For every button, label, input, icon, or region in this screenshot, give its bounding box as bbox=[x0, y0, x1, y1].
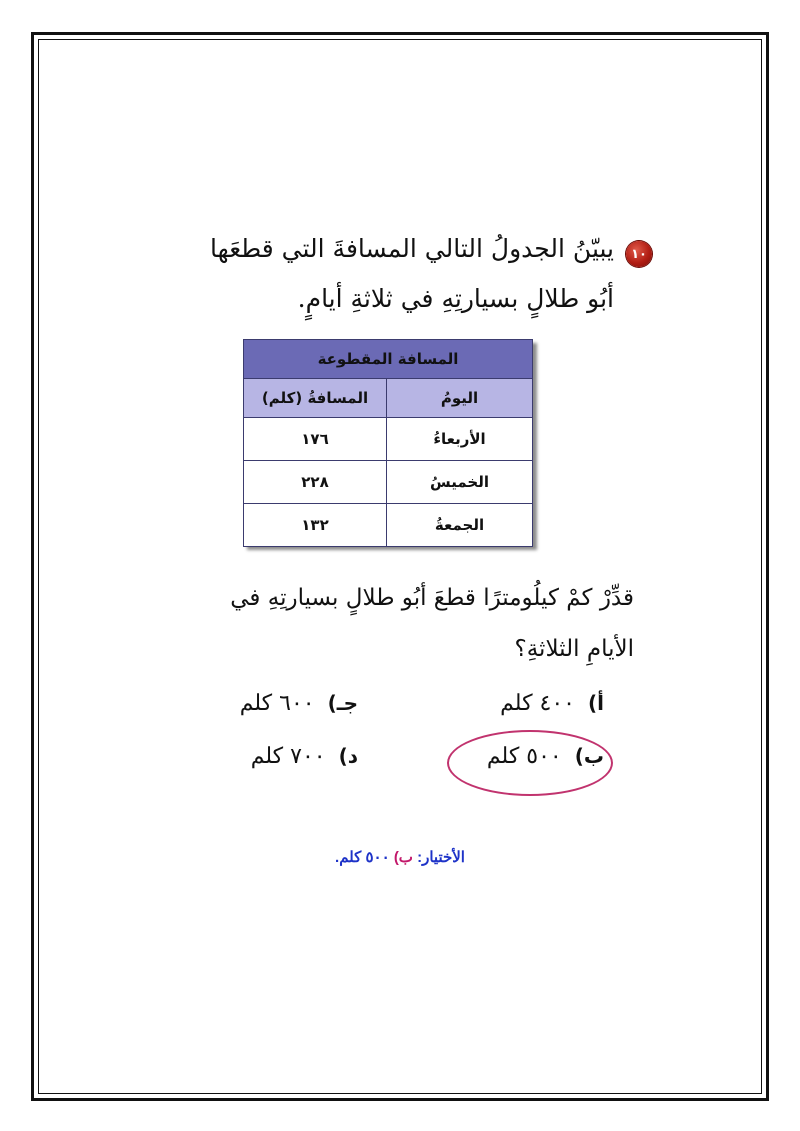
cell-distance: ١٧٦ bbox=[244, 418, 387, 461]
selected-answer-circle bbox=[447, 730, 613, 796]
question-text-line-2: أبُو طلالٍ بسيارتِهِ في ثلاثةِ أيامٍ. bbox=[297, 284, 614, 313]
table-row bbox=[244, 418, 533, 461]
option-c[interactable] bbox=[240, 691, 358, 716]
cell-distance: ١٣٢ bbox=[244, 504, 387, 547]
option-a-text: ٤٠٠ كلم bbox=[500, 691, 575, 716]
option-b-text: ٥٠٠ كلم bbox=[486, 744, 562, 769]
option-c-letter: جـ) bbox=[327, 691, 358, 715]
page-border-inner bbox=[38, 39, 762, 1094]
cell-day: الجمعةُ bbox=[387, 504, 533, 547]
option-a-letter: أ) bbox=[588, 691, 604, 715]
header-day: اليومُ bbox=[387, 379, 533, 418]
answer-value: ٥٠٠ كلم. bbox=[335, 849, 390, 866]
question-number: ١٠ bbox=[631, 246, 647, 262]
question-number-badge bbox=[626, 241, 652, 267]
question-text-line-1: يبيّنُ الجدولُ التالي المسافةَ التي قطعَها bbox=[210, 234, 614, 263]
option-a[interactable] bbox=[500, 691, 604, 716]
option-d[interactable] bbox=[251, 744, 358, 769]
table-title: المسافة المقطوعة bbox=[244, 340, 533, 379]
cell-distance: ٢٢٨ bbox=[244, 461, 387, 504]
prompt-text-line-2: الأيامِ الثلاثةِ؟ bbox=[514, 636, 634, 662]
table-row bbox=[244, 461, 533, 504]
option-d-text: ٧٠٠ كلم bbox=[250, 744, 326, 769]
header-distance: المسافةُ (كلم) bbox=[244, 379, 387, 418]
prompt-text-line-1: قدِّرْ كمْ كيلُومترًا قطعَ أبُو طلالٍ بسيارتِهِ في bbox=[230, 585, 634, 611]
distance-table bbox=[243, 339, 533, 547]
answer-line bbox=[0, 848, 800, 866]
cell-day: الأربعاءُ bbox=[387, 418, 533, 461]
cell-day: الخميسُ bbox=[387, 461, 533, 504]
option-b-letter: ب) bbox=[574, 744, 604, 768]
table-title-row bbox=[244, 340, 533, 379]
answer-choice: ب) bbox=[393, 849, 413, 866]
option-c-text: ٦٠٠ كلم bbox=[239, 691, 315, 716]
table-row bbox=[244, 504, 533, 547]
distance-table-container bbox=[243, 339, 533, 546]
table-header-row bbox=[244, 379, 533, 418]
option-d-letter: د) bbox=[338, 744, 358, 768]
answer-label: الأختيار: bbox=[417, 849, 465, 866]
